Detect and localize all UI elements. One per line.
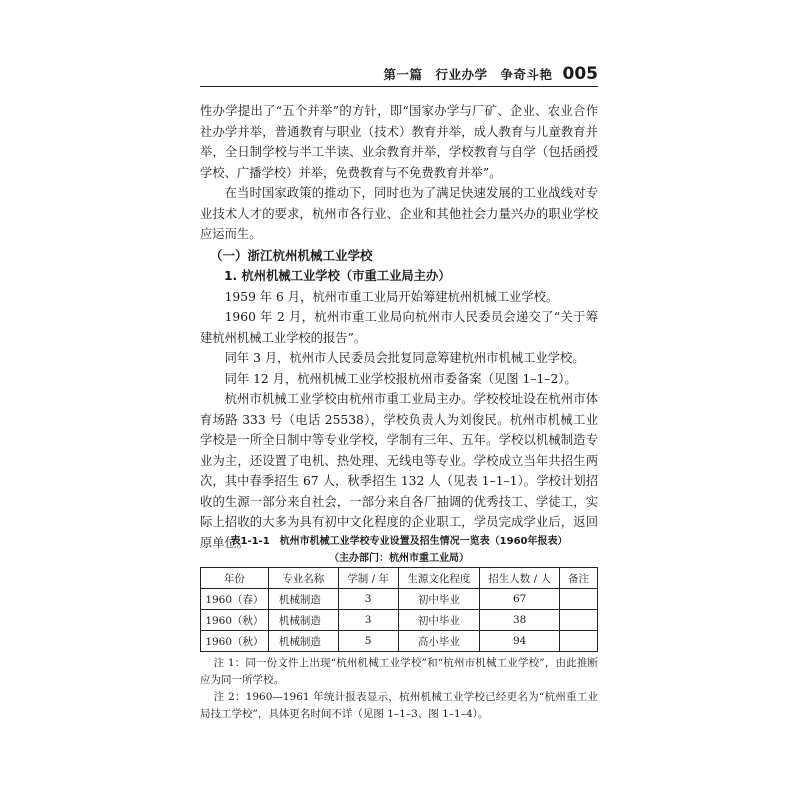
table-cell: 高小毕业 (398, 631, 480, 652)
table-cell: 3 (338, 610, 398, 631)
paragraph: 同年 3 月，杭州市人民委员会批复同意筹建杭州市机械工业学校。 (224, 351, 585, 365)
column-header: 学制 / 年 (338, 568, 398, 589)
paragraph: 1960 年 2 月，杭州市重工业局向杭州市人民委员会递交了“关于筹建杭州机械工业学校的报告”。 (200, 310, 598, 345)
table-cell (560, 610, 598, 631)
page-number: 005 (562, 64, 598, 84)
footnote: 注 1：同一份文件上出现“杭州机械工业学校”和“杭州市机械工业学校”，由此推断应为同一所学校。 (200, 657, 598, 686)
header-rule (200, 86, 598, 87)
table-header-row (201, 568, 598, 589)
table-cell: 机械制造 (268, 631, 338, 652)
running-head (200, 64, 598, 86)
table-row (201, 610, 598, 631)
paragraph: 1959 年 6 月，杭州市重工业局开始筹建杭州机械工业学校。 (224, 289, 559, 304)
paragraph: 杭州市机械工业学校由杭州市重工业局主办。学校校址设在杭州市体育场路 333 号（电话 25538），学校负责人为刘俊民。杭州市机械工业学校是一所全日制中等专业学校，学制有三年、五年。学校以机械制造专业为主，还设置了电机、热处理、无线电等专业。学校成立当年共招生两次，其中春季招生 67 人，秋季招生 132 人（见表 1–1–1）。学校计划招收的生源一部分来自社会，一部分来自各厂抽调的优秀技工、学徒工，实际上招收的大多为具有初中文化程度的企业职工，学员完成学业后，返回原单位。 (200, 392, 598, 550)
table-cell: 38 (480, 610, 560, 631)
table-caption: 表1-1-1 杭州市机械工业学校专业设置及招生情况一览表（1960年报表） (230, 536, 568, 547)
table-cell: 67 (480, 589, 560, 610)
section-title: 第一篇 行业办学 争奇斗艳 (383, 67, 553, 82)
paragraph: 同年 12 月，杭州机械工业学校报杭州市委备案（见图 1–1–2）。 (224, 371, 577, 386)
paragraph: 性办学提出了“五个并举”的方针，即“国家办学与厂矿、企业、农业合作社办学并举，普通教育与职业（技术）教育并举，成人教育与儿童教育并举，全日制学校与半工半读、业余教育并举，学校教育与自学（包括函授学校、广播学校）并举，免费教育与不免费教育并举”。 (200, 104, 598, 180)
table-cell: 1960（春） (201, 589, 269, 610)
table-cell (560, 589, 598, 610)
column-header: 招生人数 / 人 (480, 568, 560, 589)
table-subcaption: （主办部门：杭州市重工业局） (329, 553, 469, 564)
column-header: 生源文化程度 (398, 568, 480, 589)
table-cell: 初中毕业 (398, 589, 480, 610)
footnote: 注 2：1960—1961 年统计报表显示，杭州机械工业学校已经更名为“杭州重工业局技工学校”，具体更名时间不详（见图 1–1–3、图 1–1–4）。 (200, 691, 598, 720)
section-heading: （一）浙江杭州机械工业学校 (210, 247, 373, 263)
table-cell: 1960（秋） (201, 631, 269, 652)
table-cell: 初中毕业 (398, 610, 480, 631)
table-cell: 5 (338, 631, 398, 652)
table-cell (560, 631, 598, 652)
column-header: 备注 (560, 568, 598, 589)
table-cell: 1960（秋） (201, 610, 269, 631)
table-notes (200, 655, 598, 723)
body-text (200, 101, 598, 553)
table-cell: 3 (338, 589, 398, 610)
table-row (201, 589, 598, 610)
table-cell: 机械制造 (268, 589, 338, 610)
enrollment-table (200, 567, 598, 652)
column-header: 年份 (201, 568, 269, 589)
paragraph: 在当时国家政策的推动下，同时也为了满足快速发展的工业战线对专业技术人才的要求，杭州市各行业、企业和其他社会力量兴办的职业学校应运而生。 (200, 186, 598, 241)
subsection-heading: 1. 杭州机械工业学校（市重工业局主办） (224, 268, 451, 283)
column-header: 专业名称 (268, 568, 338, 589)
table-row (201, 631, 598, 652)
table-cell: 94 (480, 631, 560, 652)
table-cell: 机械制造 (268, 610, 338, 631)
